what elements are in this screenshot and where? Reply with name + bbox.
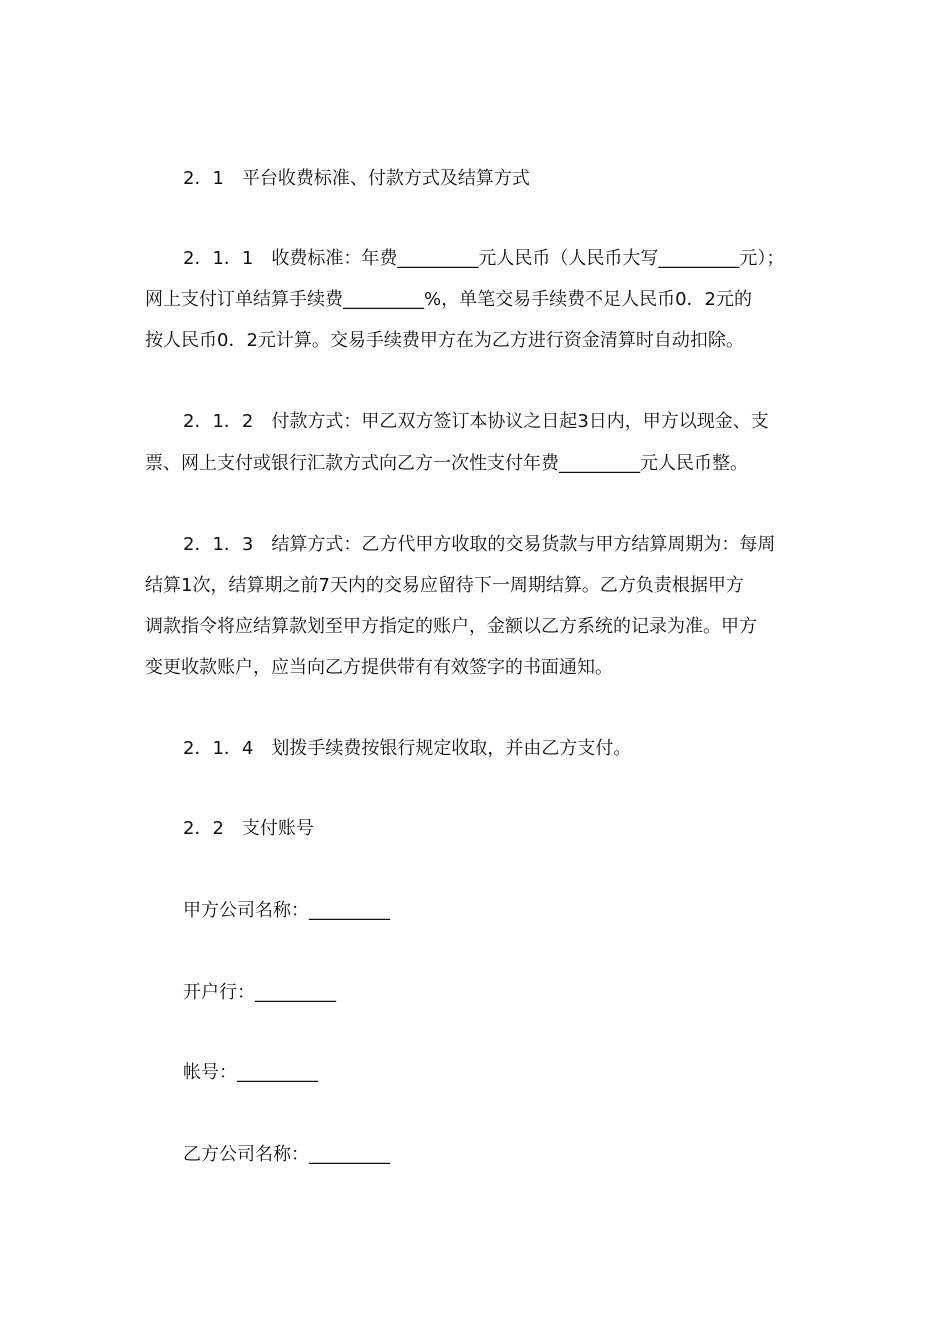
- paragraph-2-1-3-line-1: 2．1．3 结算方式：乙方代甲方收取的交易货款与甲方结算周期为：每周: [183, 534, 776, 555]
- paragraph-2-1-3-line-2: 结算1次，结算期之前7天内的交易应留待下一周期结算。乙方负责根据甲方: [145, 575, 744, 596]
- section-heading-2-1: 2．1 平台收费标准、付款方式及结算方式: [183, 168, 530, 189]
- paragraph-2-1-3-line-3: 调款指令将应结算款划至甲方指定的账户，金额以乙方系统的记录为准。甲方: [145, 616, 757, 637]
- account-field: 帐号：_________: [183, 1062, 318, 1083]
- paragraph-2-1-4: 2．1．4 划拨手续费按银行规定收取，并由乙方支付。: [183, 738, 632, 759]
- paragraph-2-1-2-line-2: 票、网上支付或银行汇款方式向乙方一次性支付年费_________元人民币整。: [145, 453, 748, 474]
- paragraph-2-1-1-line-3: 按人民币0．2元计算。交易手续费甲方在为乙方进行资金清算时自动扣除。: [145, 330, 744, 351]
- paragraph-2-1-1-line-1: 2．1．1 收费标准：年费_________元人民币（人民币大写_________元）；: [183, 248, 785, 269]
- party-a-company-field: 甲方公司名称：_________: [183, 900, 390, 921]
- paragraph-2-1-2-line-1: 2．1．2 付款方式：甲乙双方签订本协议之日起3日内，甲方以现金、支: [183, 411, 769, 432]
- bank-field: 开户行：_________: [183, 982, 336, 1003]
- paragraph-2-1-1-line-2: 网上支付订单结算手续费_________%，单笔交易手续费不足人民币0．2元的: [145, 289, 753, 310]
- section-heading-2-2: 2．2 支付账号: [183, 818, 314, 839]
- paragraph-2-1-3-line-4: 变更收款账户，应当向乙方提供带有有效签字的书面通知。: [145, 657, 613, 678]
- party-b-company-field: 乙方公司名称：_________: [183, 1144, 390, 1165]
